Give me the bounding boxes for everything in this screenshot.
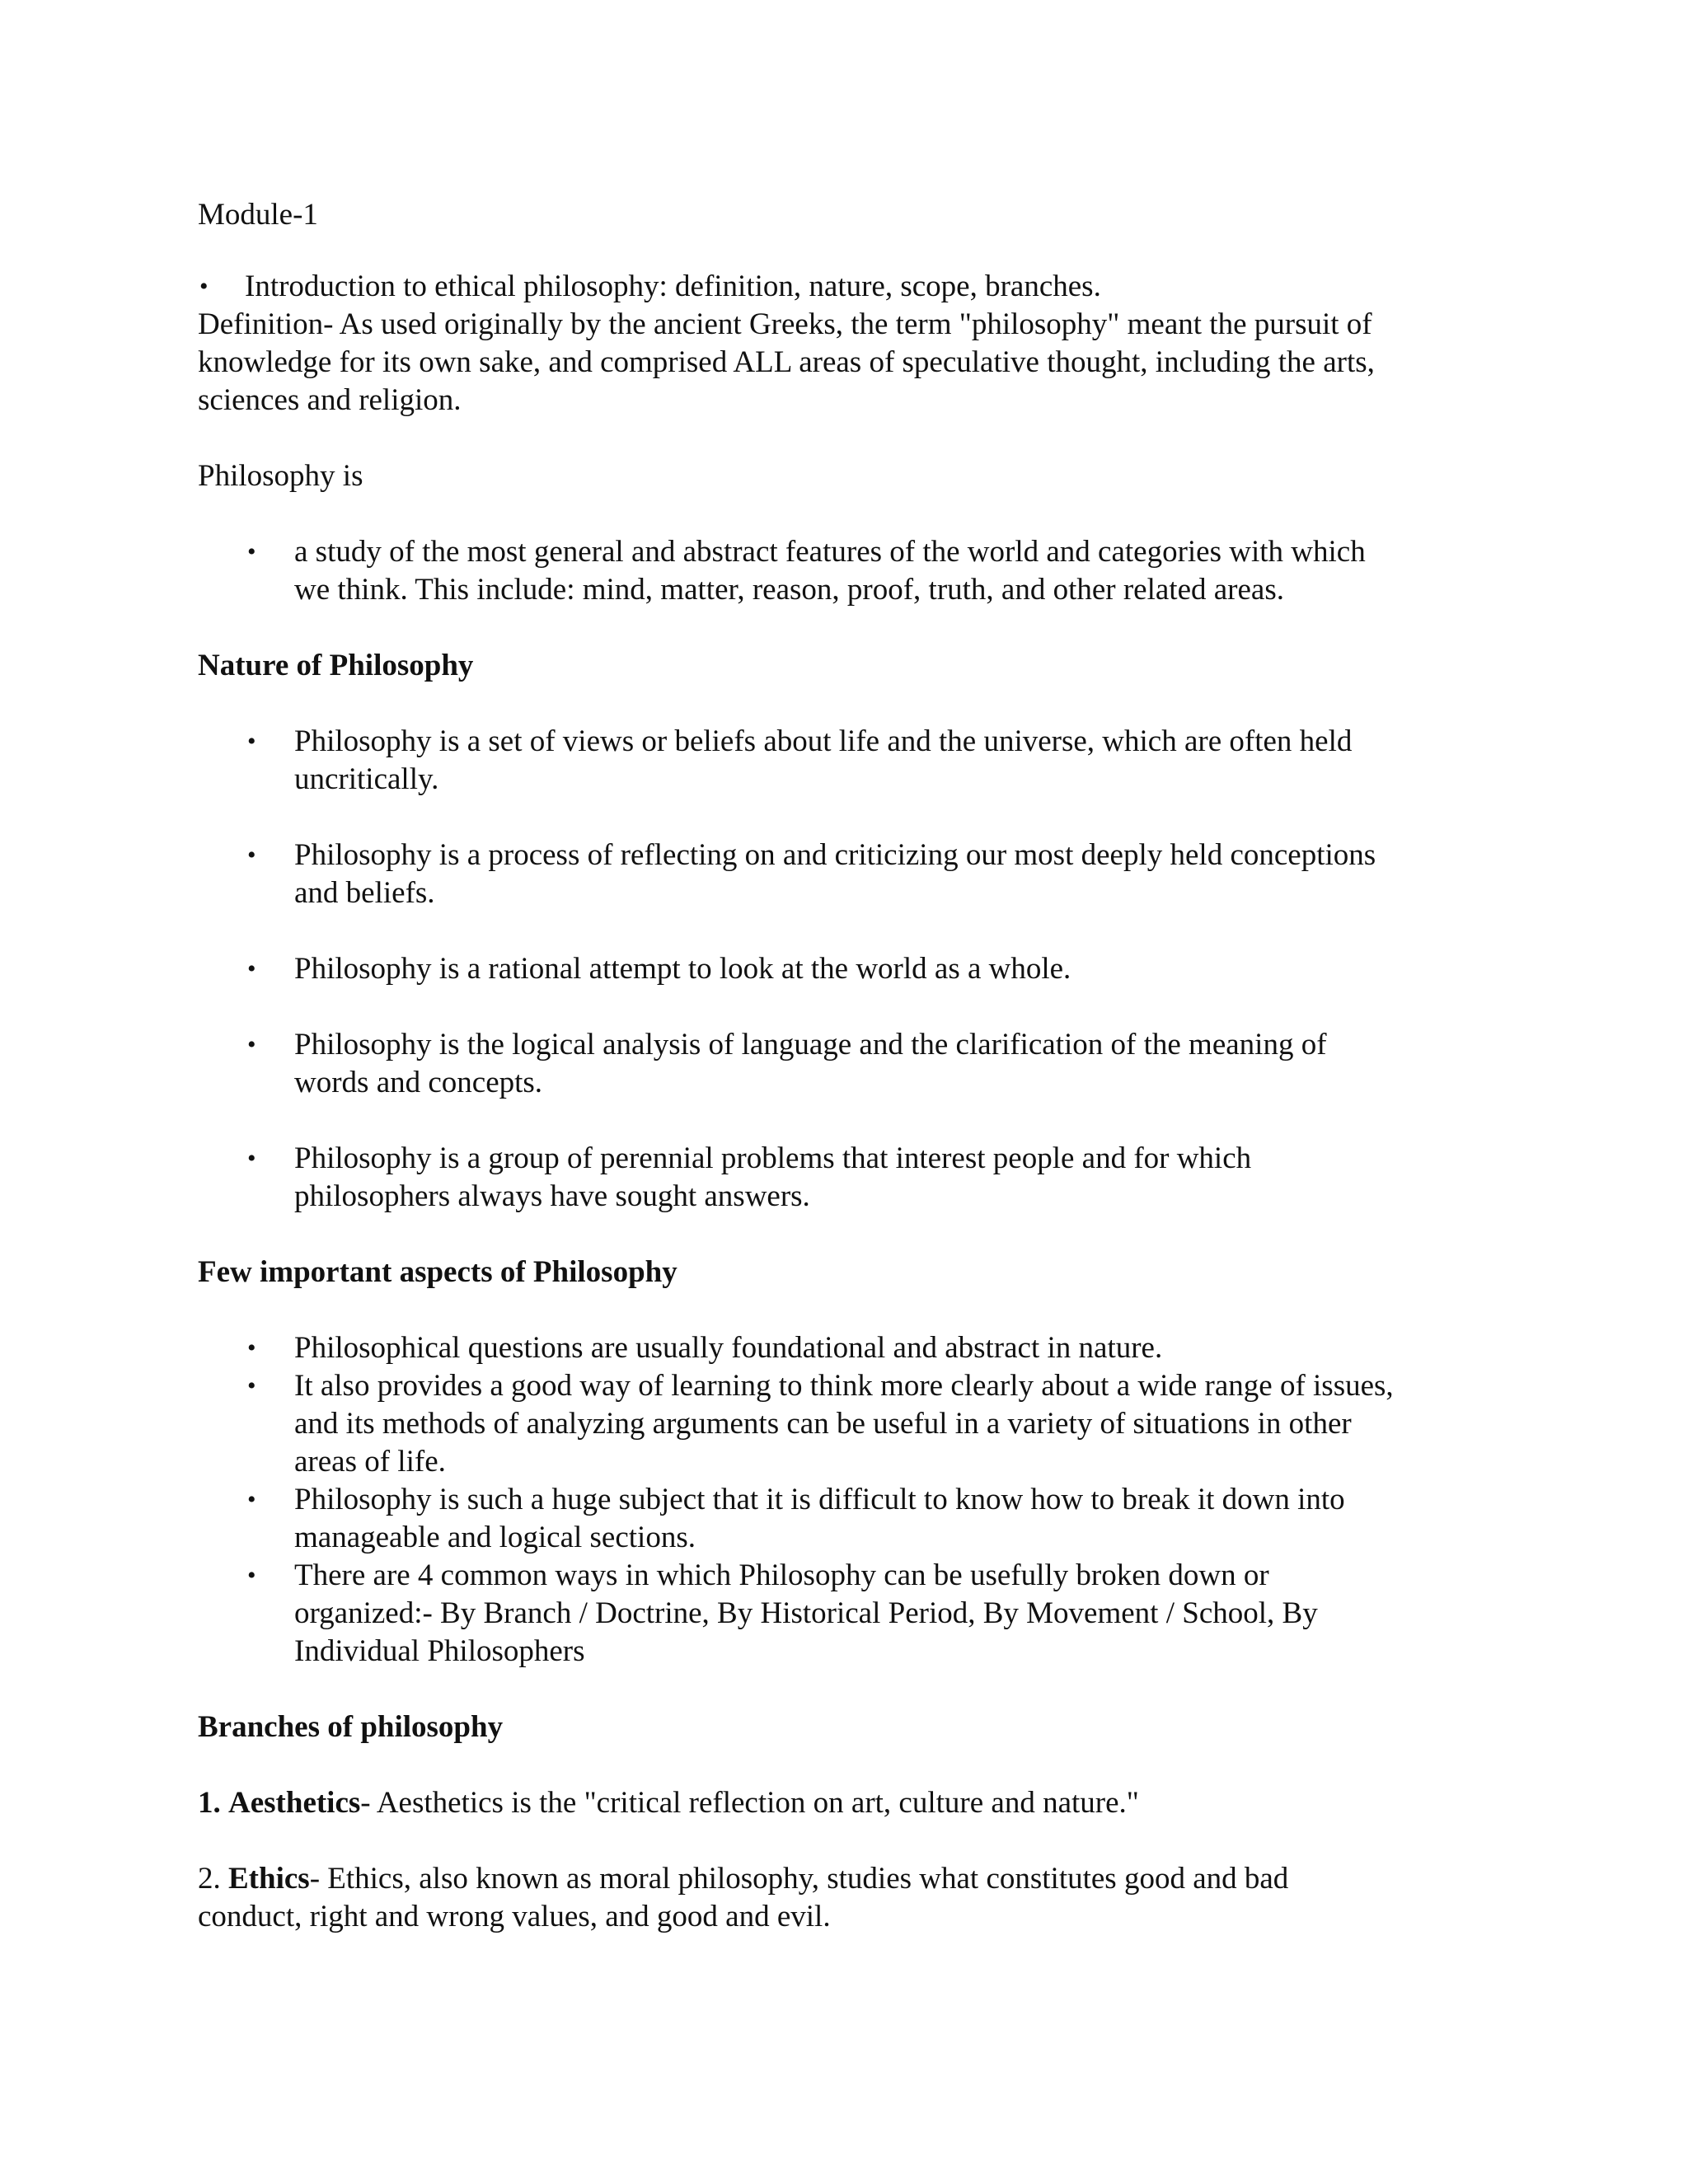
bullet-icon: • [199, 273, 209, 300]
bullet-icon: • [247, 1334, 256, 1361]
bullet-icon: • [247, 1486, 256, 1513]
aspects-item-1-line-1: Philosophical questions are usually foundational and abstract in nature. [294, 1331, 1163, 1365]
aspects-item-2-line-1: It also provides a good way of learning to think more clearly about a wide range of issues, [294, 1369, 1394, 1403]
branch-description: - Aesthetics is the "critical reflection on art, culture and nature." [360, 1786, 1139, 1820]
aspects-item-4-line-2: organized:- By Branch / Doctrine, By Historical Period, By Movement / School, By [294, 1596, 1318, 1630]
branch-ethics-line-1 [198, 1860, 1288, 1898]
nature-item-4-line-2: words and concepts. [294, 1066, 543, 1099]
definition-line-2: knowledge for its own sake, and comprised ALL areas of speculative thought, including the arts, [198, 345, 1375, 379]
nature-heading: Nature of Philosophy [198, 649, 474, 682]
nature-item-3-line-1: Philosophy is a rational attempt to look at the world as a whole. [294, 952, 1071, 986]
branches-heading: Branches of philosophy [198, 1710, 504, 1744]
branch-ethics-line-2: conduct, right and wrong values, and good and evil. [198, 1900, 831, 1933]
philosophy-is-bullet-line-1: a study of the most general and abstract features of the world and categories with which [294, 535, 1366, 569]
module-title: Module-1 [198, 198, 318, 232]
definition-line-1: Definition- As used originally by the ancient Greeks, the term "philosophy" meant the pursuit of [198, 307, 1372, 341]
nature-item-1-line-1: Philosophy is a set of views or beliefs about life and the universe, which are often held [294, 724, 1353, 758]
bullet-icon: • [247, 841, 256, 869]
branch-description: - Ethics, also known as moral philosophy, studies what constitutes good and bad [309, 1862, 1289, 1896]
branch-number: 2. [198, 1862, 221, 1896]
branch-aesthetics [198, 1784, 1139, 1822]
nature-item-2-line-1: Philosophy is a process of reflecting on and criticizing our most deeply held conceptions [294, 838, 1376, 872]
bullet-icon: • [247, 728, 256, 755]
aspects-item-2-line-3: areas of life. [294, 1445, 446, 1479]
bullet-icon: • [247, 538, 256, 565]
aspects-item-4-line-1: There are 4 common ways in which Philosophy can be usefully broken down or [294, 1558, 1269, 1592]
branch-term: Ethics [228, 1862, 310, 1896]
definition-line-3: sciences and religion. [198, 383, 462, 417]
intro-bullet-text: Introduction to ethical philosophy: definition, nature, scope, branches. [245, 269, 1101, 303]
aspects-heading: Few important aspects of Philosophy [198, 1255, 678, 1289]
philosophy-is-label: Philosophy is [198, 459, 363, 493]
bullet-icon: • [247, 1145, 256, 1172]
philosophy-is-bullet-line-2: we think. This include: mind, matter, reason, proof, truth, and other related areas. [294, 573, 1285, 607]
bullet-icon: • [247, 955, 256, 982]
nature-item-4-line-1: Philosophy is the logical analysis of language and the clarification of the meaning of [294, 1028, 1327, 1062]
aspects-item-3-line-2: manageable and logical sections. [294, 1521, 696, 1554]
bullet-icon: • [247, 1372, 256, 1399]
bullet-icon: • [247, 1562, 256, 1589]
aspects-item-2-line-2: and its methods of analyzing arguments can be useful in a variety of situations in other [294, 1407, 1352, 1441]
nature-item-5-line-1: Philosophy is a group of perennial problems that interest people and for which [294, 1141, 1252, 1175]
bullet-icon: • [247, 1031, 256, 1058]
nature-item-2-line-2: and beliefs. [294, 876, 435, 910]
branch-term: Aesthetics [228, 1786, 361, 1820]
nature-item-1-line-2: uncritically. [294, 762, 439, 796]
aspects-item-3-line-1: Philosophy is such a huge subject that it is difficult to know how to break it down into [294, 1483, 1345, 1516]
branch-number: 1. [198, 1786, 221, 1820]
nature-item-5-line-2: philosophers always have sought answers. [294, 1179, 810, 1213]
aspects-item-4-line-3: Individual Philosophers [294, 1634, 585, 1668]
